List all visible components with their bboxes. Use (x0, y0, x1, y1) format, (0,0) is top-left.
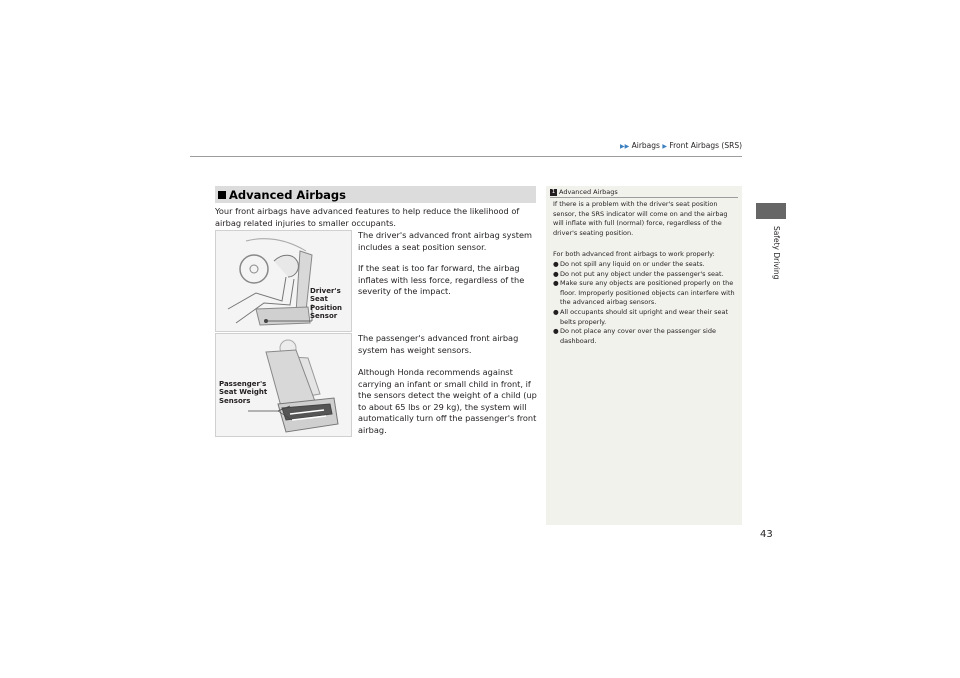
paragraph: Although Honda recommends against carrying an infant or small child in front, if the sensors detect the weight of a child (up to about 65 lbs or 29 kg), the system will automatically turn off the passenger's front airbag. (358, 367, 537, 435)
section-title: Advanced Airbags (229, 187, 347, 202)
breadcrumb-item[interactable]: Airbags (631, 141, 660, 150)
sidebar-paragraph: If there is a problem with the driver's seat position sensor, the SRS indicator will come on and the airbag will inflate with full (normal) force, regardless of the driver's seating position. (553, 200, 728, 237)
bullet-icon: ● (553, 269, 559, 278)
breadcrumb-arrow-icon: ▶ (662, 143, 667, 150)
list-item (553, 279, 738, 308)
passenger-weight-sensor-callout: Passenger's Seat Weight Sensors (219, 380, 268, 405)
paragraph: The passenger's advanced front airbag system has weight sensors. (358, 333, 519, 355)
breadcrumb-arrow-icon: ▶▶ (620, 143, 630, 150)
list-item-text: All occupants should sit upright and wear their seat belts properly. (560, 307, 729, 326)
list-item-text: Do not spill any liquid on or under the seats. (560, 260, 705, 268)
breadcrumb-item[interactable]: Front Airbags (SRS) (669, 141, 743, 150)
section-header (215, 186, 536, 203)
header-rule (190, 156, 742, 157)
paragraph: The driver's advanced front airbag system includes a seat position sensor. (358, 230, 532, 252)
bullet-icon: ● (553, 327, 559, 336)
list-item-text: Do not place any cover over the passenger side dashboard. (560, 327, 716, 345)
list-item-text: Do not put any object under the passenger's seat. (560, 269, 724, 278)
intro-text: Your front airbags have advanced features to help reduce the likelihood of airbag related injuries to smaller occupants. (215, 206, 520, 228)
breadcrumb (620, 141, 742, 150)
bullet-icon: ● (553, 307, 559, 316)
list-item-text: Make sure any objects are positioned properly on the floor. Improperly positioned objects can interfere with the advanced airbag sensors. (560, 279, 735, 307)
driver-seat-sensor-callout: Driver's Seat Position Sensor (310, 287, 343, 320)
chapter-label: Safety Driving (772, 226, 781, 280)
list-item (553, 260, 738, 270)
paragraph: If the seat is too far forward, the airbag inflates with less force, regardless of the severity of the impact. (358, 263, 525, 296)
chapter-tab[interactable] (756, 203, 786, 219)
list-item (553, 270, 738, 280)
sidebar-heading (550, 188, 738, 198)
page-number: 43 (760, 529, 773, 540)
square-bullet-icon (218, 191, 226, 199)
reference-number-icon: 1 (551, 188, 556, 195)
bullet-icon: ● (553, 279, 559, 288)
list-item (553, 308, 738, 327)
bullet-icon: ● (553, 260, 559, 268)
sidebar-heading-text: Advanced Airbags (559, 188, 618, 196)
sidebar-bullet-list (553, 260, 738, 346)
sidebar-paragraph: For both advanced front airbags to work properly: (553, 250, 715, 258)
list-item (553, 327, 738, 346)
